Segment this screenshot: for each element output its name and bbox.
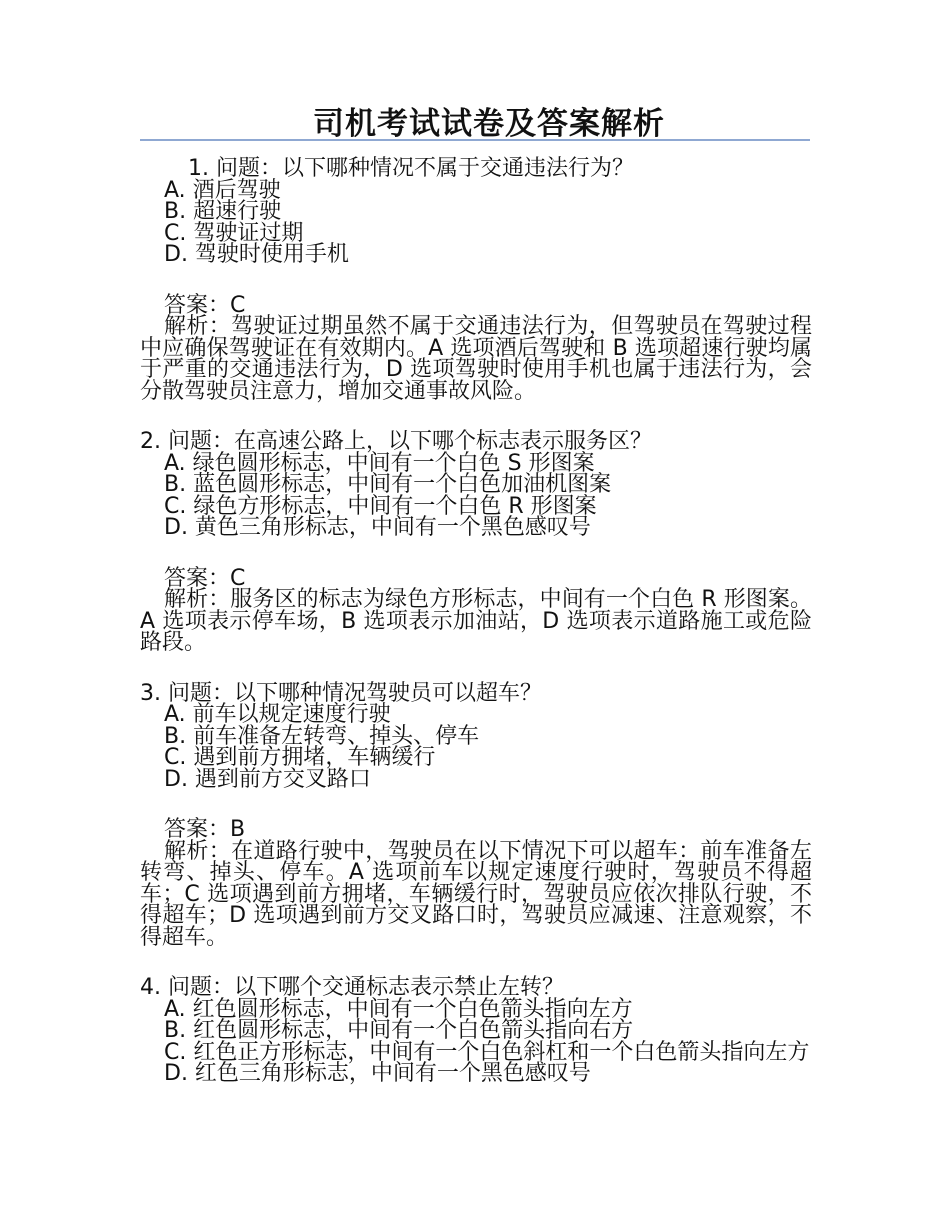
- spacer: [140, 539, 812, 568]
- option-d: D. 遇到前方交叉路口: [164, 766, 371, 792]
- option-c: C. 绿色方形标志，中间有一个白色 R 形图案: [164, 493, 597, 519]
- title-underline: [140, 139, 810, 141]
- option-c: C. 遇到前方拥堵，车辆缓行: [164, 745, 436, 770]
- question-text: 2. 问题：在高速公路上，以下哪个标志表示服务区？: [140, 429, 652, 454]
- option-b: B. 前车准备左转弯、掉头、停车: [164, 723, 480, 749]
- option-d: D. 红色三角形标志，中间有一个黑色感叹号: [164, 1061, 591, 1086]
- question-1: [140, 158, 812, 402]
- spacer: [140, 790, 812, 819]
- answer-text: 答案：C: [164, 565, 246, 591]
- option-c: C. 驾驶证过期: [164, 220, 304, 246]
- question-text: 4. 问题：以下哪个交通标志表示禁止左转？: [140, 975, 564, 1000]
- question-2: [140, 431, 812, 654]
- option-a: A. 红色圆形标志，中间有一个白色箭头指向左方: [164, 996, 633, 1022]
- analysis-text: 解析：驾驶证过期虽然不属于交通违法行为，但驾驶员在驾驶过程中应确保驾驶证在有效期内。A 选项酒后驾驶和 B 选项超速行驶均属于严重的交通违法行为，D 选项驾驶时使用手机也属于违法行为，会分散驾驶员注意力，增加交通事故风险。: [140, 314, 812, 404]
- analysis-text: 解析：在道路行驶中，驾驶员在以下情况下可以超车：前车准备左转弯、掉头、停车。A 选项前车以规定速度行驶时，驾驶员不得超车；C 选项遇到前方拥堵，车辆缓行时，驾驶员应依次排队行驶，不得超车；D 选项遇到前方交叉路口时，驾驶员应减速、注意观察，不得超车。: [140, 838, 812, 950]
- answer-text: 答案：B: [164, 817, 246, 842]
- option-c: C. 红色正方形标志，中间有一个白色斜杠和一个白色箭头指向左方: [164, 1039, 810, 1065]
- option-b: B. 蓝色圆形标志，中间有一个白色加油机图案: [164, 472, 612, 497]
- answer-text: 答案：C: [164, 292, 246, 318]
- document-body: [140, 158, 812, 1114]
- question-4: [140, 977, 812, 1085]
- option-b: B. 红色圆形标志，中间有一个白色箭头指向右方: [164, 1018, 634, 1043]
- question-text: 3. 问题：以下哪种情况驾驶员可以超车？: [140, 680, 542, 706]
- question-3: [140, 680, 812, 950]
- option-b: B. 超速行驶: [164, 199, 282, 224]
- option-a: A. 绿色圆形标志，中间有一个白色 S 形图案: [164, 450, 595, 476]
- analysis-text: 解析：服务区的标志为绿色方形标志，中间有一个白色 R 形图案。A 选项表示停车场，B 选项表示加油站，D 选项表示道路施工或危险路段。: [140, 587, 812, 655]
- question-text: 1. 问题：以下哪种情况不属于交通违法行为？: [188, 156, 634, 181]
- option-d: D. 黄色三角形标志，中间有一个黑色感叹号: [164, 515, 591, 540]
- page-title: 司机考试试卷及答案解析: [313, 106, 665, 142]
- option-a: A. 前车以规定速度行驶: [164, 702, 391, 727]
- spacer: [140, 266, 812, 295]
- option-d: D. 驾驶时使用手机: [164, 242, 349, 267]
- option-a: A. 酒后驾驶: [164, 177, 281, 203]
